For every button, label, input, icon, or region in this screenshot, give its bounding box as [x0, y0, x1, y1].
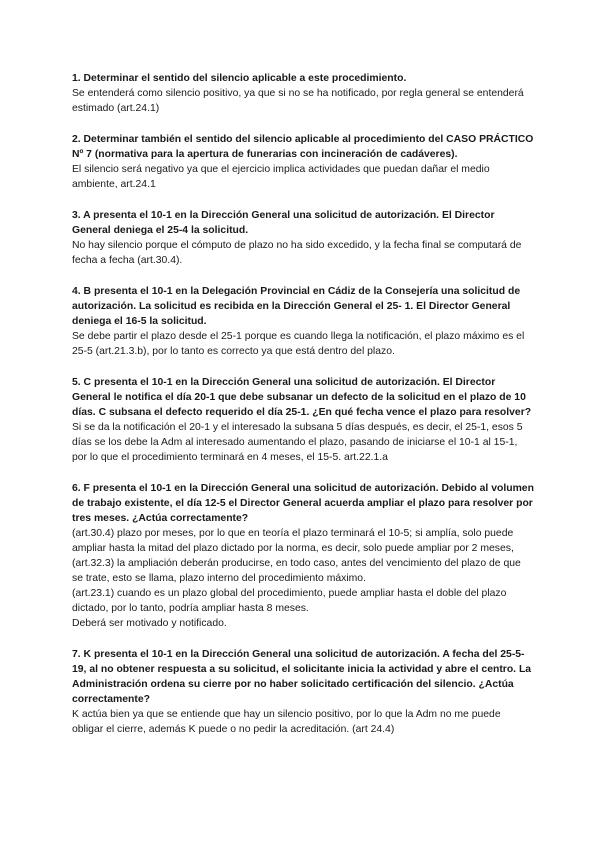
question-3: 3. A presenta el 10-1 en la Dirección General una solicitud de autorización. El Director General deniega el 25-4 la solicitud.	[72, 210, 495, 236]
answer-6-para-2: (art.23.1) cuando es un plazo global del procedimiento, puede ampliar hasta el doble del plazo dictado, por lo tanto, podría ampliar hasta 8 meses.	[72, 588, 507, 614]
question-6: 6. F presenta el 10-1 en la Dirección General una solicitud de autorización. Debido al volumen de trabajo existente, el día 12-5 el Director General acuerda ampliar el plazo para resolver por tres meses. ¿Actúa correctamente?	[72, 483, 534, 524]
qa-block-3	[72, 208, 534, 268]
answer-2-para-1: El silencio será negativo ya que el ejercicio implica actividades que puedan dañar el medio ambiente, art.24.1	[72, 164, 490, 190]
answer-5-para-1: Si se da la notificación el 20-1 y el interesado la subsana 5 días después, es decir, el 25-1, esos 5 días se los debe la Adm al interesado aumentando el plazo, pasando de iniciarse el 10-1 al 15-1, por lo que el procedimiento terminará en 4 meses, el 15-5. art.22.1.a	[72, 422, 523, 463]
answer-7-para-1: K actúa bien ya que se entiende que hay un silencio positivo, por lo que la Adm no me puede obligar el cierre, además K puede o no pedir la acreditación. (art 24.4)	[72, 709, 501, 735]
question-4: 4. B presenta el 10-1 en la Delegación Provincial en Cádiz de la Consejería una solicitud de autorización. La solicitud es recibida en la Dirección General el 25- 1. El Director General deniega el 16-5 la solicitud.	[72, 286, 521, 327]
answer-6-para-3: Deberá ser motivado y notificado.	[72, 618, 227, 629]
qa-block-6	[72, 481, 534, 631]
answer-4-para-1: Se debe partir el plazo desde el 25-1 porque es cuando llega la notificación, el plazo máximo es el 25-5 (art.21.3.b), por lo tanto es correcto ya que está dentro del plazo.	[72, 331, 525, 357]
question-5: 5. C presenta el 10-1 en la Dirección General una solicitud de autorización. El Director General le notifica el día 20-1 que debe subsanar un defecto de la solicitud en el plazo de 10 días. C subsana el defecto requerido el día 25-1. ¿En qué fecha vence el plazo para resolver?	[72, 377, 532, 418]
qa-block-4	[72, 284, 534, 359]
question-7: 7. K presenta el 10-1 en la Dirección General una solicitud de autorización. A fecha del 25-5-19, al no obtener respuesta a su solicitud, el solicitante inicia la actividad y abre el centro. La Administración ordena su cierre por no haber solicitado certificación del silencio. ¿Actúa correctamente?	[72, 649, 532, 705]
question-1: 1. Determinar el sentido del silencio aplicable a este procedimiento.	[72, 73, 407, 84]
qa-block-1	[72, 71, 534, 116]
qa-block-5	[72, 375, 534, 465]
answer-1-para-1: Se entenderá como silencio positivo, ya que si no se ha notificado, por regla general se entenderá estimado (art.24.1)	[72, 88, 524, 114]
question-2: 2. Determinar también el sentido del silencio aplicable al procedimiento del CASO PRÁCTICO Nº 7 (normativa para la apertura de funerarias con incineración de cadáveres).	[72, 134, 534, 160]
answer-6-para-1: (art.30.4) plazo por meses, por lo que en teoría el plazo terminará el 10-5; si amplía, solo puede ampliar hasta la mitad del plazo dictado por la norma, es decir, solo puede ampliar por 2 meses, (art.32.3) la ampliación deberán producirse, en todo caso, antes del vencimiento del plazo de que se trate, esto se llama, plazo interno del procedimiento máximo.	[72, 528, 521, 584]
answer-3-para-1: No hay silencio porque el cómputo de plazo no ha sido excedido, y la fecha final se computará de fecha a fecha (art.30.4).	[72, 240, 522, 266]
qa-block-7	[72, 647, 534, 737]
qa-block-2	[72, 132, 534, 192]
document-page	[72, 71, 534, 753]
